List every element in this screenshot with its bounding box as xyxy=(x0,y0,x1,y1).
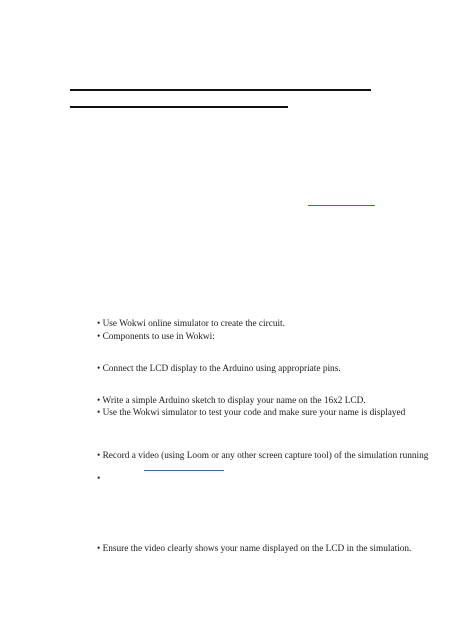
bullet-line-use-wokwi: • Use Wokwi online simulator to create the circuit. xyxy=(97,319,285,329)
bullet-line-test-code: • Use the Wokwi simulator to test your code and make sure your name is displayed xyxy=(97,408,406,418)
bullet-line-ensure-video: • Ensure the video clearly shows your name displayed on the LCD in the simulation. xyxy=(97,544,412,554)
title-underline-2 xyxy=(70,106,288,108)
bullet-line-connect-lcd: • Connect the LCD display to the Arduino using appropriate pins. xyxy=(97,364,341,374)
video-link-underline[interactable] xyxy=(144,470,224,471)
hyperlink-underline[interactable] xyxy=(308,205,375,206)
bullet-line-record-video: • Record a video (using Loom or any other screen capture tool) of the simulation running xyxy=(97,451,429,461)
bullet-line-write-sketch: • Write a simple Arduino sketch to display your name on the 16x2 LCD. xyxy=(97,396,366,406)
bullet-line-empty: • xyxy=(97,474,101,484)
title-underline-1 xyxy=(70,89,371,91)
bullet-line-components: • Components to use in Wokwi: xyxy=(97,332,215,342)
